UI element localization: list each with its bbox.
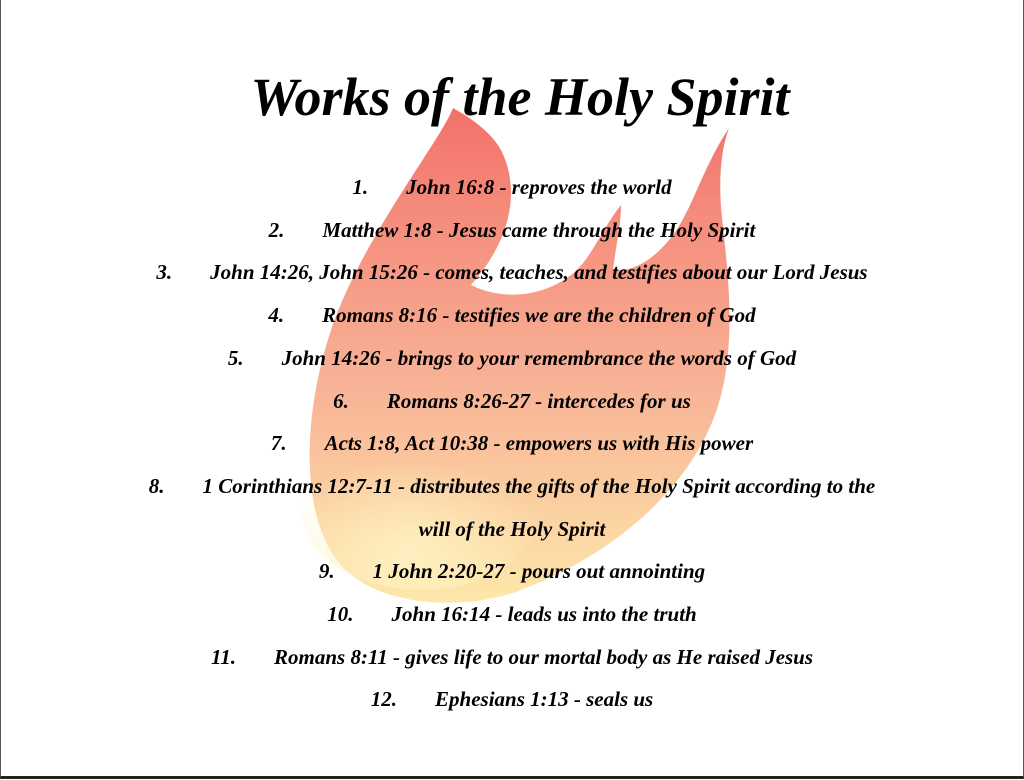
item-text: 1 Corinthians 12:7-11 - distributes the gifts of the Holy Spirit according to the bbox=[202, 473, 876, 498]
list-item bbox=[1, 337, 1023, 380]
item-text: John 16:14 - leads us into the truth bbox=[391, 602, 697, 627]
item-number: 9. bbox=[318, 559, 335, 584]
item-number: 6. bbox=[333, 388, 349, 413]
item-text: 1 John 2:20-27 - pours out annointing bbox=[372, 559, 706, 584]
item-number: 4. bbox=[268, 303, 285, 328]
list-item bbox=[1, 251, 1023, 294]
page-title: Works of the Holy Spirit bbox=[250, 67, 790, 127]
item-number: 2. bbox=[268, 217, 285, 242]
item-number: 12. bbox=[370, 687, 398, 712]
works-list bbox=[1, 166, 1023, 721]
list-item bbox=[1, 550, 1023, 593]
item-text: John 14:26 - brings to your remembrance the words of God bbox=[281, 345, 797, 370]
item-number: 8. bbox=[148, 473, 165, 498]
list-item bbox=[1, 209, 1023, 252]
item-text: John 16:8 - reproves the world bbox=[406, 175, 672, 199]
list-item bbox=[1, 422, 1023, 465]
item-text-continued: will of the Holy Spirit bbox=[418, 516, 606, 541]
item-number: 5. bbox=[227, 345, 244, 370]
item-text: John 14:26, John 15:26 - comes, teaches, and testifies about our Lord Jesus bbox=[210, 260, 868, 285]
item-text: Ephesians 1:13 - seals us bbox=[435, 687, 654, 712]
item-number: 11. bbox=[210, 644, 237, 669]
item-text: Matthew 1:8 - Jesus came through the Holy Spirit bbox=[322, 217, 756, 242]
item-number: 7. bbox=[270, 431, 287, 456]
list-item bbox=[1, 636, 1023, 679]
list-item bbox=[1, 294, 1023, 337]
item-number: 10. bbox=[327, 602, 354, 627]
list-item bbox=[1, 166, 1023, 209]
list-item bbox=[1, 380, 1023, 423]
item-number: 3. bbox=[156, 260, 173, 285]
item-text: Acts 1:8, Act 10:38 - empowers us with His power bbox=[324, 431, 754, 456]
list-item bbox=[1, 678, 1023, 721]
item-text: Romans 8:11 - gives life to our mortal body as He raised Jesus bbox=[274, 644, 814, 669]
item-text: Romans 8:16 - testifies we are the children of God bbox=[322, 303, 756, 328]
list-item bbox=[1, 593, 1023, 636]
list-item bbox=[1, 465, 1023, 550]
item-text: Romans 8:26-27 - intercedes for us bbox=[386, 388, 691, 413]
item-number: 1. bbox=[352, 175, 369, 199]
